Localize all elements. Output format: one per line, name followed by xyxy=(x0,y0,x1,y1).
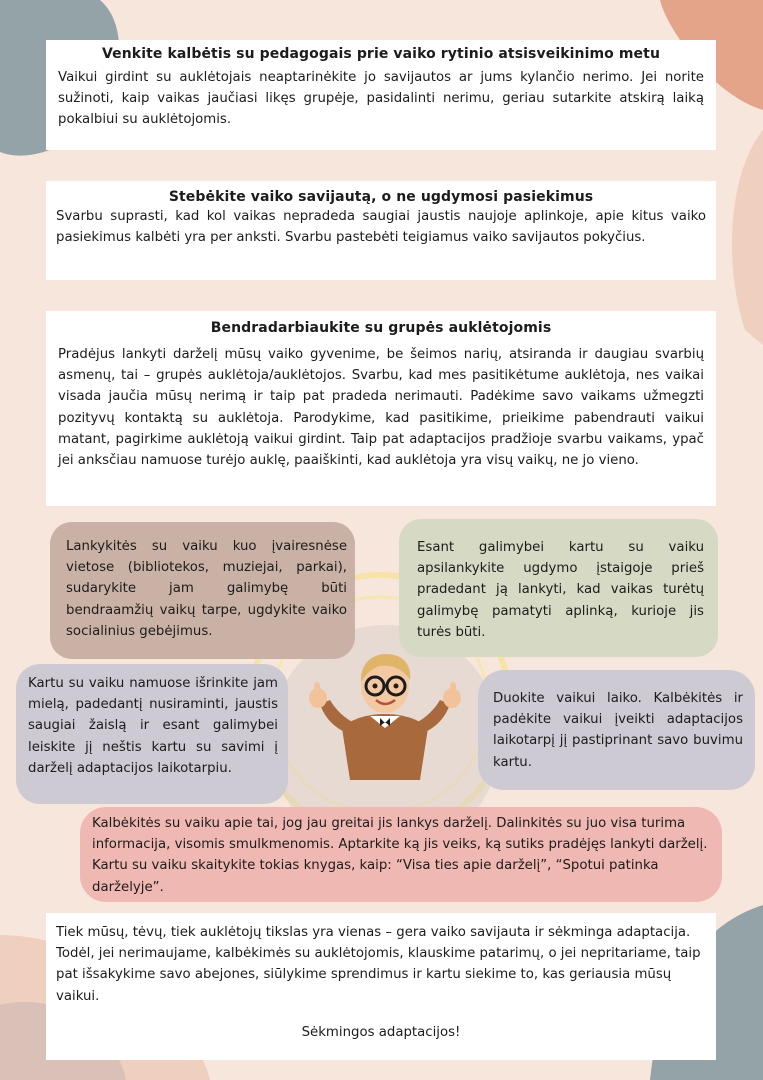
section-title: Venkite kalbėtis su pedagogais prie vaiko rytinio atsisveikinimo metu xyxy=(101,46,661,62)
conclusion-card xyxy=(46,913,716,1060)
tip-text: Esant galimybei kartu su vaiku apsilankykite ugdymo įstaigoje prieš pradedant ją lankyti, kad vaikas turėtų galimybę pamatyti aplinką, kurioje jis turės būti. xyxy=(417,540,704,640)
closing-text: Sėkmingos adaptacijos! xyxy=(301,1024,461,1040)
section-body: Pradėjus lankyti darželį mūsų vaiko gyvenime, be šeimos narių, atsiranda ir daugiau svarbių asmenų, tai – grupės auklėtoja/auklėtojos. Svarbu, kad mes pasitikėtume auklėtoja, nes vaikai visada jaučia mūsų nerimą ir taip pat pradeda nerimauti. Padėkime savo vaikams užmegzti pozityvų kontaktą su auklėtoja. Parodykime, kad pasitikime, prieikime pabendrauti vaikui matant, pagirkime auklėtoją vaikui girdint. Taip pat adaptacijos pradžioje svarbu vaikams, ypač jei anksčiau namuose turėjo auklę, paaiškinti, kad auklėtoja yra visų vaikų, ne jo vieno. xyxy=(58,347,704,469)
tip-text: Lankykitės su vaiku kuo įvairesnėse vietose (bibliotekos, muziejai, parkai), sudarykite jam galimybę būti bendraamžių vaikų tarpe, ugdykite vaiko socialinius gebėjimus. xyxy=(66,539,347,639)
section-card-3 xyxy=(46,311,716,506)
section-body: Svarbu suprasti, kad kol vaikas nepradeda saugiai jaustis naujoje aplinkoje, apie kitus vaiko pasiekimus kalbėti yra per anksti. Svarbu pastebėti teigiamus vaiko savijautos pokyčius. xyxy=(56,209,706,246)
right-peach-blob xyxy=(732,130,763,345)
section-card-1 xyxy=(46,40,716,150)
section-body: Vaikui girdint su auklėtojais neaptarinėkite jo savijautos ar jums kylančio nerimo. Jei norite sužinoti, kaip vaikas jaučiasi likęs grupėje, pasidalinti nerimu, geriau sutarkite atskirą laiką pokalbiui su auklėtojomis. xyxy=(58,70,704,128)
tip-bubble-toy xyxy=(16,664,288,804)
conclusion-body: Tiek mūsų, tėvų, tiek auklėtojų tikslas yra vienas – gera vaiko savijauta ir sėkminga adaptacija. Todėl, jei nerimaujame, kalbėkimės su auklėtojomis, klauskime patarimų, o jei nepritariame, taip pat išsakykime savo abejones, siūlykime sprendimus ir kartu siekime to, kas geriausia mūsų vaikui. xyxy=(56,925,701,1004)
tip-bubble-talk xyxy=(80,807,722,902)
child-thumbs-up-illustration xyxy=(300,648,470,788)
tip-text: Kalbėkitės su vaiku apie tai, jog jau greitai jis lankys darželį. Dalinkitės su juo visa turima informacija, visomis smulkmenomis. Aptarkite ką jis veiks, ką sutiks pradėjęs lankyti darželį. Kartu su vaiku skaitykite tokias knygas, kaip: “Visa ties apie darželį”, “Spotui patinka darželyje”. xyxy=(92,816,708,895)
tip-bubble-time xyxy=(478,670,755,790)
tip-bubble-visit xyxy=(399,519,718,657)
tip-text: Duokite vaikui laiko. Kalbėkitės ir padėkite vaikui įveikti adaptacijos laikotarpį jį pastiprinant savo buvimu kartu. xyxy=(493,691,743,770)
section-title: Stebėkite vaiko savijautą, o ne ugdymosi pasiekimus xyxy=(168,189,594,205)
tip-bubble-places xyxy=(50,522,355,659)
tip-text: Kartu su vaiku namuose išrinkite jam mielą, padedantį nusiraminti, jaustis saugiai žaislą ir esant galimybei leiskite jį neštis kartu su savimi į darželį adaptacijos laikotarpiu. xyxy=(28,676,278,776)
section-card-2 xyxy=(46,181,716,280)
section-title: Bendradarbiaukite su grupės auklėtojomis xyxy=(210,320,552,336)
